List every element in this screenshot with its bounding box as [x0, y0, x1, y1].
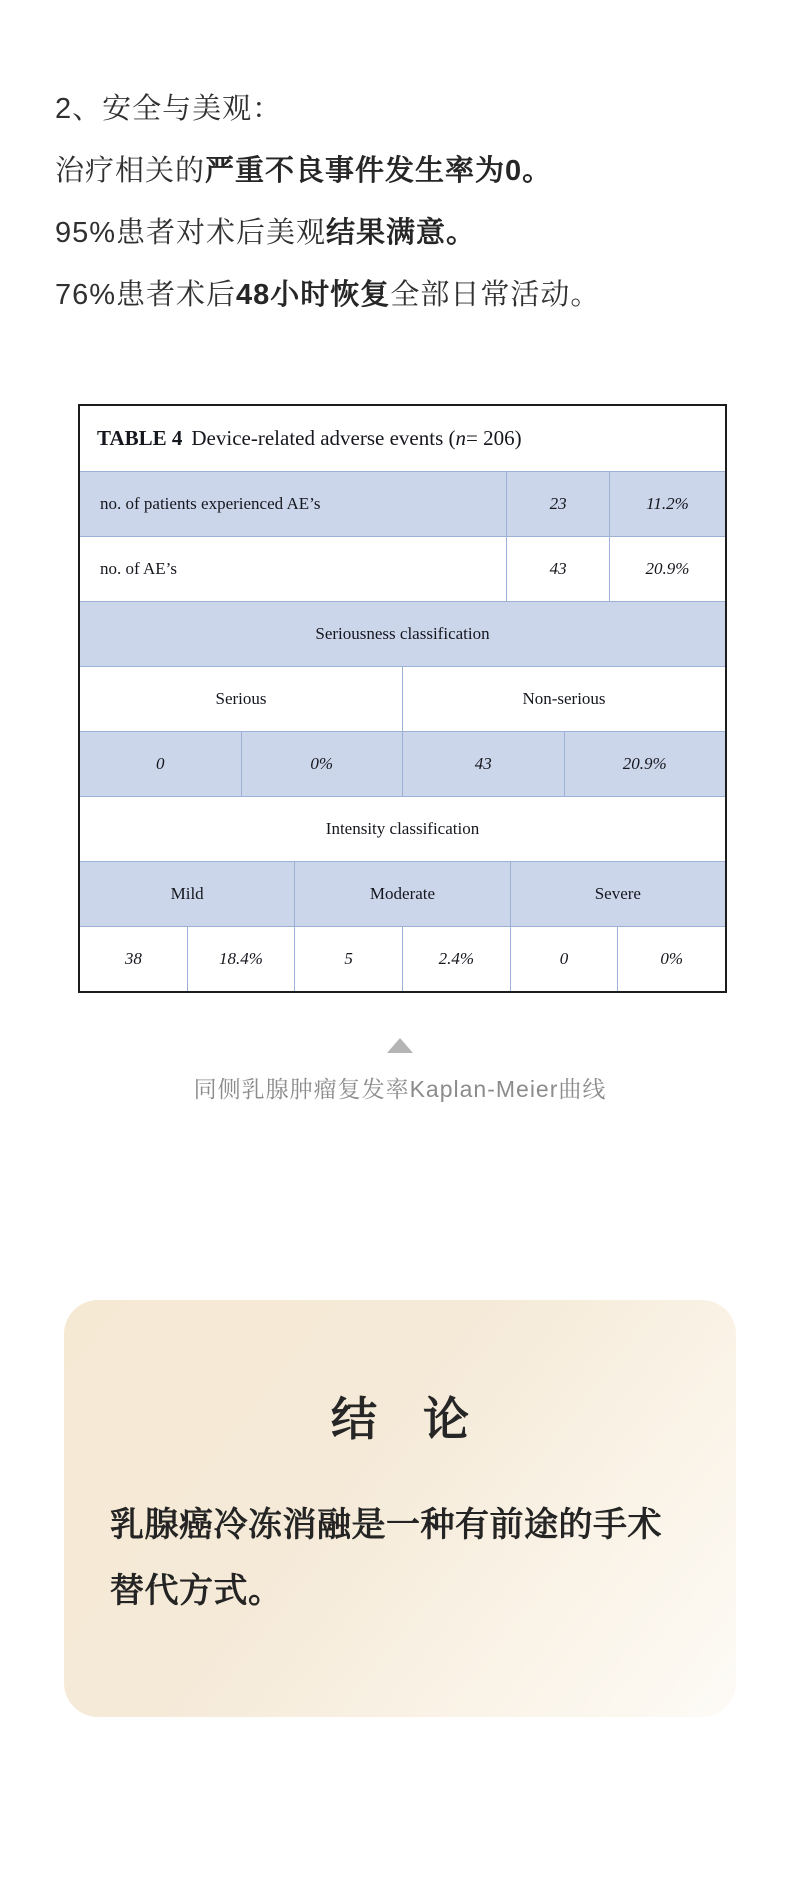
intro-line4-bold: 48小时恢复 [236, 279, 391, 311]
table-cell-percent: 20.9% [609, 537, 725, 601]
table-cell-serious: Serious [215, 689, 267, 708]
table-cell-value: 0 [510, 927, 618, 991]
intro-line4-normal: 76%患者术后 [55, 279, 237, 311]
table-cell-value: 5 [294, 927, 402, 991]
intro-text [55, 78, 600, 326]
intro-line-satisfaction [55, 202, 600, 264]
table-title [80, 406, 725, 471]
table-cell-value: 43 [402, 732, 564, 796]
table-section-header: Intensity classification [325, 819, 480, 838]
intro-line3-bold: 结果满意。 [326, 217, 477, 249]
table-row-patients-ae [80, 471, 725, 536]
conclusion-title: 结 论 [331, 1394, 469, 1445]
table-cell-value: 0 [156, 754, 165, 773]
table-cell-severe: Severe [510, 862, 725, 926]
table-cell-moderate: Moderate [294, 862, 509, 926]
table-cell-label: no. of patients experienced AE’s [100, 494, 321, 513]
table-row-intensity-cols [80, 861, 725, 926]
table-title-end: = 206) [466, 426, 522, 450]
intro-line2-bold: 严重不良事件发生率为0。 [205, 155, 553, 187]
table-cell-count: 23 [506, 472, 609, 536]
intro-heading: 2、安全与美观： [55, 93, 283, 125]
intro-line4-normal2: 全部日常活动。 [390, 279, 601, 311]
table-cell-value: 20.9% [564, 732, 726, 796]
table-cell-value: 18.4% [187, 927, 295, 991]
table-cell-count: 43 [506, 537, 609, 601]
table-title-text: Device-related adverse events ( [191, 426, 456, 450]
intro-line3-normal: 95%患者对术后美观 [55, 217, 327, 249]
intro-line-adverse-events [55, 140, 600, 202]
table-cell-value: 0% [617, 927, 725, 991]
adverse-events-table [78, 404, 727, 993]
table-cell-label: no. of AE’s [100, 559, 177, 578]
table-section-header: Seriousness classification [315, 624, 490, 643]
table-row-seriousness-cols [80, 666, 725, 731]
table-row-seriousness-values [80, 731, 725, 796]
table-cell-value: 2.4% [402, 927, 510, 991]
table-row-seriousness-header [80, 601, 725, 666]
table-title-label: TABLE 4 [97, 426, 183, 450]
table-cell-value: 0% [241, 732, 403, 796]
table-cell-nonserious: Non-serious [402, 667, 725, 731]
table-cell-value: 38 [124, 949, 142, 968]
intro-line2-normal: 治疗相关的 [55, 155, 206, 187]
intro-line-recovery [55, 264, 600, 326]
figure-caption: 同侧乳腺肿瘤复发率Kaplan-Meier曲线 [193, 1076, 607, 1102]
arrow-up-icon [387, 1038, 413, 1053]
conclusion-body: 乳腺癌冷冻消融是一种有前途的手术替代方式。 [110, 1506, 662, 1610]
table-cell-mild: Mild [170, 884, 204, 903]
table-row-num-ae [80, 536, 725, 601]
table-row-intensity-values [80, 926, 725, 991]
table-title-n: n [455, 426, 466, 450]
table-cell-percent: 11.2% [609, 472, 725, 536]
conclusion-box [64, 1300, 736, 1717]
table-row-intensity-header [80, 796, 725, 861]
